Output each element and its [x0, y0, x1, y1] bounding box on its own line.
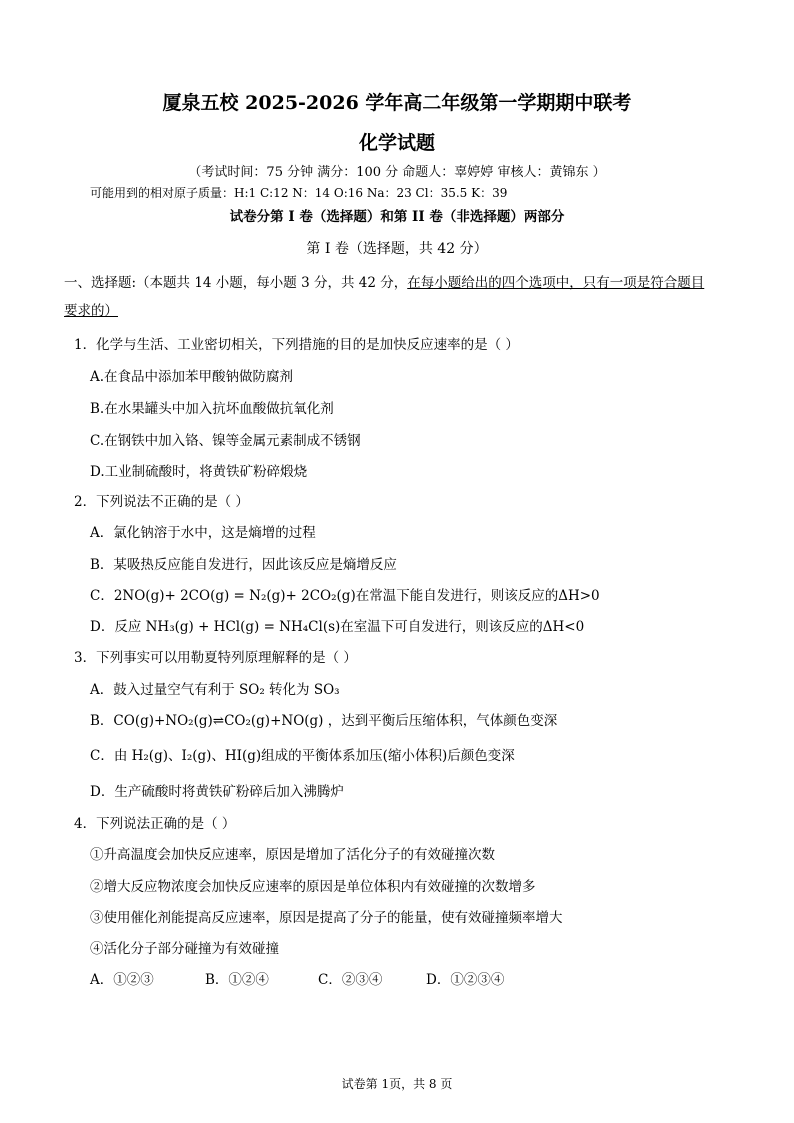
atomic-masses: 可能用到的相对原子质量：H:1 C:12 N：14 O:16 Na：23 Cl：35.5 K：39 [90, 186, 508, 200]
question-4-option-b: B．①②④ [205, 972, 269, 988]
subject-title: 化学试题 [358, 132, 435, 154]
page-footer: 试卷第 1页，共 8 页 [341, 1077, 453, 1091]
question-1-option-a: A.在食品中添加苯甲酸钠做防腐剂 [90, 369, 294, 385]
exam-title: 厦泉五校 2025-2026 学年高二年级第一学期期中联考 [162, 92, 632, 114]
question-3-option-d: D．生产硫酸时将黄铁矿粉碎后加入沸腾炉 [90, 784, 344, 800]
question-2-option-d: D．反应 NH₃(g) + HCl(g) = NH₄Cl(s)在室温下可自发进行，则该反应的ΔH<0 [90, 619, 585, 635]
question-1-stem: 1．化学与生活、工业密切相关，下列措施的目的是加快反应速率的是（ ） [74, 337, 519, 353]
instructions-plain: 一、选择题:（本题共 14 小题，每小题 3 分，共 42 分， [64, 275, 408, 291]
question-2-stem: 2．下列说法不正确的是（ ） [74, 494, 249, 510]
instructions-underlined-cont: 要求的） [64, 303, 118, 319]
question-1-option-d: D.工业制硫酸时，将黄铁矿粉碎煅烧 [90, 464, 308, 480]
question-2-option-c: C．2NO(g)+ 2CO(g) = N₂(g)+ 2CO₂(g)在常温下能自发进行，则该反应的ΔH>0 [90, 588, 600, 604]
instructions-underlined: 在每小题给出的四个选项中，只有一项是符合题目 [407, 275, 705, 291]
question-3-option-a: A．鼓入过量空气有利于 SO₂ 转化为 SO₃ [90, 682, 340, 698]
question-3-stem: 3．下列事实可以用勒夏特列原理解释的是（ ） [74, 650, 357, 666]
question-1-option-b: B.在水果罐头中加入抗坏血酸做抗氧化剂 [90, 401, 334, 417]
question-2-option-a: A．氯化钠溶于水中，这是熵增的过程 [90, 525, 316, 541]
question-4-statement-3: ③使用催化剂能提高反应速率，原因是提高了分子的能量，使有效碰撞频率增大 [90, 910, 563, 926]
question-3-option-c: C．由 H₂(g)、I₂(g)、HI(g)组成的平衡体系加压(缩小体积)后颜色变深 [90, 748, 515, 764]
structure-note: 试卷分第 I 卷（选择题）和第 II 卷（非选择题）两部分 [229, 209, 565, 225]
question-4-statement-1: ①升高温度会加快反应速率，原因是增加了活化分子的有效碰撞次数 [90, 847, 495, 863]
section-heading: 第 I 卷（选择题，共 42 分） [306, 241, 488, 257]
question-4-option-a: A．①②③ [90, 972, 154, 988]
exam-info: （考试时间：75 分钟 满分：100 分 命题人：辜婷婷 审核人：黄锦东 ） [188, 165, 606, 180]
question-4-option-c: C．②③④ [318, 972, 383, 988]
section-instructions [64, 271, 704, 291]
question-4-statement-2: ②增大反应物浓度会加快反应速率的原因是单位体积内有效碰撞的次数增多 [90, 879, 536, 895]
question-3-option-b: B．CO(g)+NO₂(g)⇌CO₂(g)+NO(g) ，达到平衡后压缩体积，气体颜色变深 [90, 713, 558, 729]
question-4-option-d: D．①②③④ [426, 972, 505, 988]
question-2-option-b: B．某吸热反应能自发进行，因此该反应是熵增反应 [90, 557, 397, 573]
question-1-option-c: C.在钢铁中加入铬、镍等金属元素制成不锈钢 [90, 433, 361, 449]
question-4-statement-4: ④活化分子部分碰撞为有效碰撞 [90, 941, 279, 957]
question-4-stem: 4．下列说法正确的是（ ） [74, 816, 236, 832]
